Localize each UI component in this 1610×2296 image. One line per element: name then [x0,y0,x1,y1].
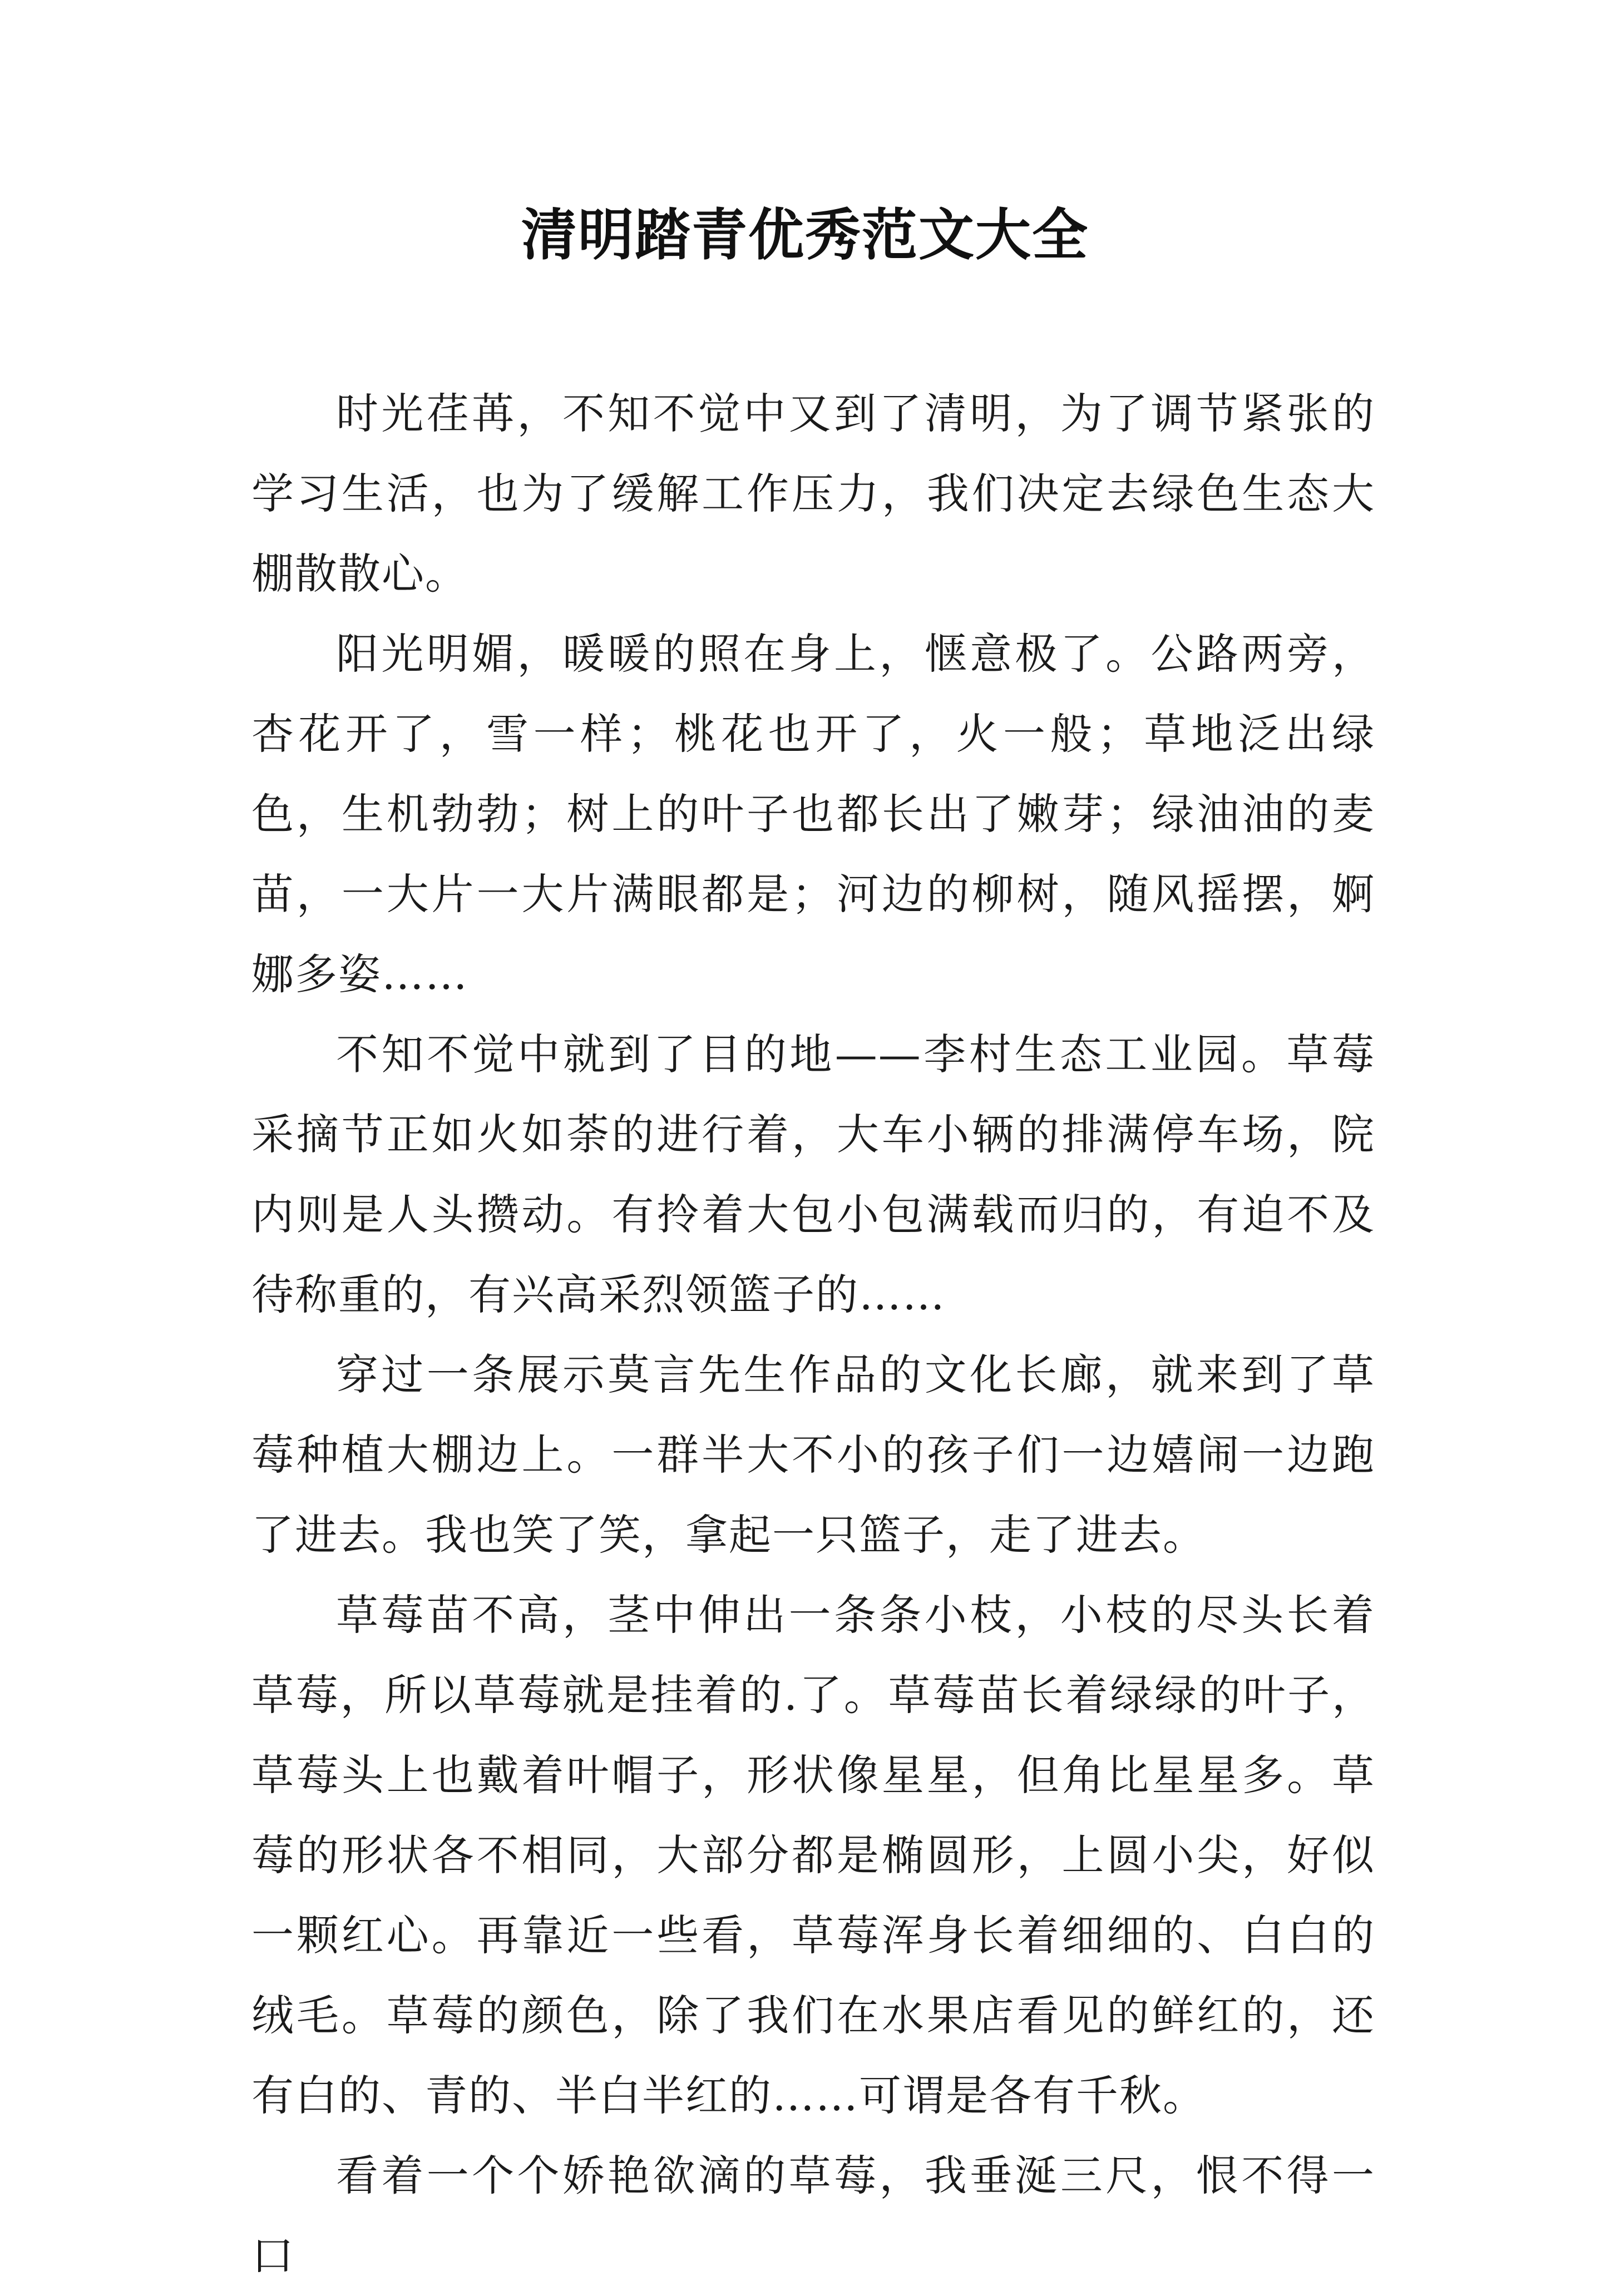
document-body [251,374,1375,2280]
document-title: 清明踏青优秀范文大全 [521,202,1089,268]
paragraph-5: 草莓苗不高，茎中伸出一条条小枝，小枝的尽头长着草莓，所以草莓就是挂着的.了。草莓苗长着绿绿的叶子，草莓头上也戴着叶帽子，形状像星星，但角比星星多。草莓的形状各不相同，大部分都是椭圆形，上圆小尖，好似一颗红心。再靠近一些看，草莓浑身长着细细的、白白的绒毛。草莓的颜色，除了我们在水果店看见的鲜红的，还有白的、青的、半白半红的……可谓是各有千秋。 [251,1590,1375,2120]
paragraph-1: 时光荏苒，不知不觉中又到了清明，为了调节紧张的学习生活，也为了缓解工作压力，我们决定去绿色生态大棚散散心。 [251,389,1375,598]
paragraph-2: 阳光明媚，暖暖的照在身上，惬意极了。公路两旁，杏花开了，雪一样；桃花也开了，火一般；草地泛出绿色，生机勃勃；树上的叶子也都长出了嫩芽；绿油油的麦苗，一大片一大片满眼都是；河边的柳树，随风摇摆，婀娜多姿…… [251,629,1375,999]
paragraph-6: 看着一个个娇艳欲滴的草莓，我垂涎三尺，恨不得一口 [251,2151,1375,2280]
paragraph-3: 不知不觉中就到了目的地——李村生态工业园。草莓采摘节正如火如荼的进行着，大车小辆的排满停车场，院内则是人头攒动。有拎着大包小包满载而归的，有迫不及待称重的，有兴高采烈领篮子的…… [251,1030,1375,1319]
paragraph-4: 穿过一条展示莫言先生作品的文化长廊，就来到了草莓种植大棚边上。一群半大不小的孩子们一边嬉闹一边跑了进去。我也笑了笑，拿起一只篮子，走了进去。 [251,1350,1375,1560]
